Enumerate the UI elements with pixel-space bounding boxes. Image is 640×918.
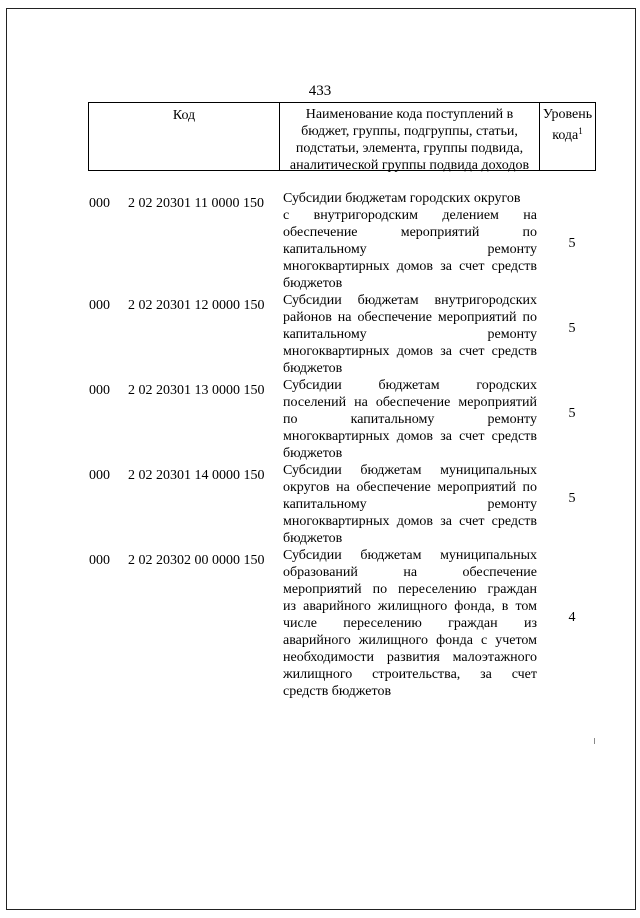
scan-speck <box>594 738 595 744</box>
header-name-line: аналитической группы подвида доходов <box>289 158 530 173</box>
table-body <box>0 190 640 700</box>
income-name-line: поселений на обеспечение мероприятий <box>283 395 537 410</box>
income-name-line: мероприятий по переселению граждан <box>283 582 537 597</box>
income-name <box>283 462 537 547</box>
income-name-line: числе переселению граждан из <box>283 616 537 631</box>
income-name-line: бюджетов <box>283 361 343 376</box>
income-name-line: капитальному ремонту <box>283 497 537 512</box>
admin-code: 000 <box>89 196 110 211</box>
code-level: 5 <box>568 236 576 251</box>
income-name <box>283 547 537 700</box>
header-name-line: подстатьи, элемента, группы подвида, <box>295 141 524 156</box>
header-level-line2 <box>540 123 595 144</box>
income-name-line: бюджетов <box>283 446 343 461</box>
budget-code: 2 02 20301 14 0000 150 <box>128 468 265 483</box>
budget-code: 2 02 20302 00 0000 150 <box>128 553 265 568</box>
budget-code: 2 02 20301 12 0000 150 <box>128 298 265 313</box>
footnote-marker: 1 <box>578 126 583 136</box>
income-name-line: необходимости развития малоэтажного <box>283 650 537 665</box>
income-name-line: образований на обеспечение <box>283 565 537 580</box>
header-name-cell <box>280 103 540 173</box>
income-name-line: капитальному ремонту <box>283 242 537 257</box>
header-name-line: бюджет, группы, подгруппы, статьи, <box>301 124 518 139</box>
code-level: 5 <box>568 491 576 506</box>
code-level: 5 <box>568 406 576 421</box>
table-row <box>0 292 640 377</box>
income-name-line: средств бюджетов <box>283 684 392 699</box>
income-name-line: Субсидии бюджетам муниципальных <box>283 463 537 478</box>
income-name-line: округов на обеспечение мероприятий по <box>283 480 537 495</box>
admin-code: 000 <box>89 298 110 313</box>
table-header <box>88 102 596 171</box>
table-row <box>0 190 640 292</box>
income-name-line: Субсидии бюджетам внутригородских <box>283 293 537 308</box>
income-name-line: бюджетов <box>283 276 343 291</box>
income-name-line: из аварийного жилищного фонда, в том <box>283 599 537 614</box>
income-name-line: районов на обеспечение мероприятий по <box>283 310 537 325</box>
table-row <box>0 462 640 547</box>
income-name-line: с внутригородским делением на <box>283 208 537 223</box>
income-name-line: бюджетов <box>283 531 343 546</box>
income-name <box>283 377 537 462</box>
budget-code: 2 02 20301 13 0000 150 <box>128 383 265 398</box>
income-name-line: Субсидии бюджетам городских округов <box>283 191 521 206</box>
header-name-line: Наименование кода поступлений в <box>305 107 514 122</box>
table-row <box>0 547 640 700</box>
income-name-line: капитальному ремонту <box>283 327 537 342</box>
page-number: 433 <box>308 83 332 99</box>
header-level-cell <box>540 103 595 170</box>
income-name-line: многоквартирных домов за счет средств <box>283 514 537 529</box>
income-name <box>283 292 537 377</box>
income-name-line: многоквартирных домов за счет средств <box>283 429 537 444</box>
header-level-line1: Уровень <box>542 107 593 122</box>
income-name-line: многоквартирных домов за счет средств <box>283 344 537 359</box>
income-name-line: Субсидии бюджетам городских <box>283 378 537 393</box>
income-name <box>283 190 537 292</box>
header-code-label: Код <box>172 108 196 123</box>
code-level: 4 <box>568 610 576 625</box>
admin-code: 000 <box>89 553 110 568</box>
admin-code: 000 <box>89 468 110 483</box>
admin-code: 000 <box>89 383 110 398</box>
header-code-cell <box>89 103 280 170</box>
income-name-line: по капитальному ремонту <box>283 412 537 427</box>
income-name-line: обеспечение мероприятий по <box>283 225 537 240</box>
code-level: 5 <box>568 321 576 336</box>
header-level-code: кода <box>552 128 579 143</box>
table-row <box>0 377 640 462</box>
income-name-line: многоквартирных домов за счет средств <box>283 259 537 274</box>
income-name-line: Субсидии бюджетам муниципальных <box>283 548 537 563</box>
budget-code: 2 02 20301 11 0000 150 <box>128 196 264 211</box>
income-name-line: жилищного строительства, за счет <box>283 667 537 682</box>
income-name-line: аварийного жилищного фонда с учетом <box>283 633 537 648</box>
